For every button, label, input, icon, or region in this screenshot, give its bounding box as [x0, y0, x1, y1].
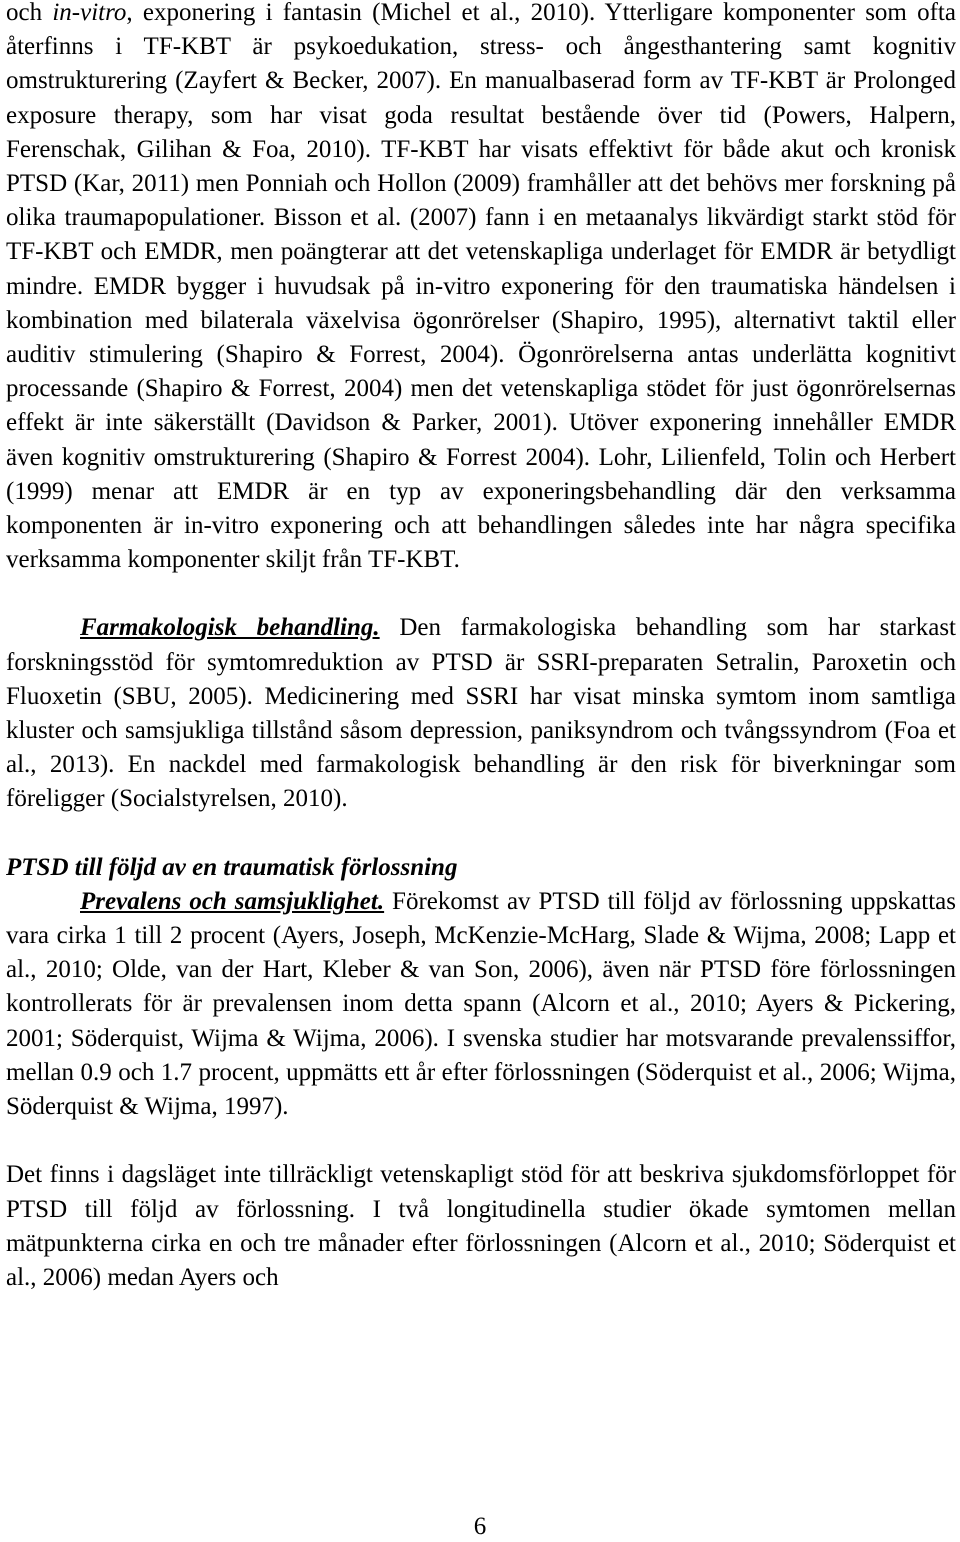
- paragraph-gap: [6, 1124, 956, 1158]
- page-number: 6: [473, 1513, 487, 1540]
- paragraph-body: Det finns i dagsläget inte tillräckligt vetenskapligt stöd för att beskriva sjukdomsförloppet för PTSD till följd av förlossning. I två longitudinella studier ökade symtomen mellan mätpunkterna cirka en och tre månader efter förlossningen (Alcorn et al., 2010; Söderquist et al., 2006) medan Ayers och: [6, 1161, 956, 1291]
- subheading-farmakologisk: Farmakologisk behandling.: [80, 614, 380, 642]
- paragraph-sjukdomsforlopp: [6, 1158, 956, 1295]
- subheading-prevalens: Prevalens och samsjuklighet.: [80, 887, 385, 915]
- paragraph-gap: [6, 577, 956, 611]
- paragraph-prevalens: [6, 885, 956, 1124]
- paragraph-body: , exponering i fantasin (Michel et al., 2010). Ytterligare komponenter som ofta återfinns i TF-KBT är psykoedukation, stress- och ångesthantering samt kognitiv omstrukturering (Zayfert & Becker, 2007). En manualbaserad form av TF-KBT är Prolonged exposure therapy, som har visat goda resultat bestående över tid (Powers, Halpern, Ferenschak, Gilihan & Foa, 2010). TF-KBT har visats effektivt för både akut och kronisk PTSD (Kar, 2011) men Ponniah och Hollon (2009) framhåller att det behövs mer forskning på olika traumapopulationer. Bisson et al. (2007) fann i en metaanalys likvärdigt starkt stöd för TF-KBT och EMDR, men poängterar att det vetenskapliga underlaget för EMDR är betydligt mindre. EMDR bygger i huvudsak på in-vitro exponering för den traumatiska händelsen i kombination med bilaterala växelvisa ögonrörelser (Shapiro, 1995), alternativt taktil eller auditiv stimulering (Shapiro & Forrest, 2004). Ögonrörelserna antas underlätta kognitivt processande (Shapiro & Forrest, 2004) men det vetenskapliga stödet för just ögonrörelsernas effekt är inte säkerställt (Davidson & Parker, 2001). Utöver exponering innehåller EMDR även kognitiv omstrukturering (Shapiro & Forrest 2004). Lohr, Lilienfeld, Tolin och Herbert (1999) menar att EMDR är en typ av exponeringsbehandling där den verksamma komponenten är in-vitro exponering och att behandlingen således inte har några specifika verksamma komponenter skiljt från TF-KBT.: [6, 0, 956, 574]
- paragraph-lead: och: [6, 0, 53, 26]
- paragraph-farmakologisk: [6, 611, 956, 816]
- paragraph-body: Den farmakologiska behandling som har starkast forskningsstöd för symtomreduktion av PTSD är SSRI-preparaten Setralin, Paroxetin och Fluoxetin (SBU, 2005). Medicinering med SSRI har visat minska symtom inom samtliga kluster och samsjukliga tillstånd såsom depression, paniksyndrom och tvångssyndrom (Foa et al., 2013). En nackdel med farmakologisk behandling är den risk för biverkningar som föreligger (Socialstyrelsen, 2010).: [6, 614, 957, 813]
- paragraph-tf-kbt-emdr: [6, 0, 956, 577]
- section-title: PTSD till följd av en traumatisk förlossning: [6, 853, 458, 881]
- paragraph-body: Förekomst av PTSD till följd av förlossning uppskattas vara cirka 1 till 2 procent (Ayers, Joseph, McKenzie-McHarg, Slade & Wijma, 2008; Lapp et al., 2010; Olde, van der Hart, Kleber & van Son, 2006), även när PTSD före förlossningen kontrollerats för är prevalensen inom detta spann (Alcorn et al., 2010; Ayers & Pickering, 2001; Söderquist, Wijma & Wijma, 2006). I svenska studier har motsvarande prevalenssiffor, mellan 0.9 och 1.7 procent, uppmätts ett år efter förlossningen (Söderquist et al., 2006; Wijma, Söderquist & Wijma, 1997).: [6, 887, 956, 1121]
- in-vitro-term: in-vitro: [52, 0, 127, 26]
- paragraph-gap: [6, 817, 956, 851]
- document-page: [6, 0, 956, 1295]
